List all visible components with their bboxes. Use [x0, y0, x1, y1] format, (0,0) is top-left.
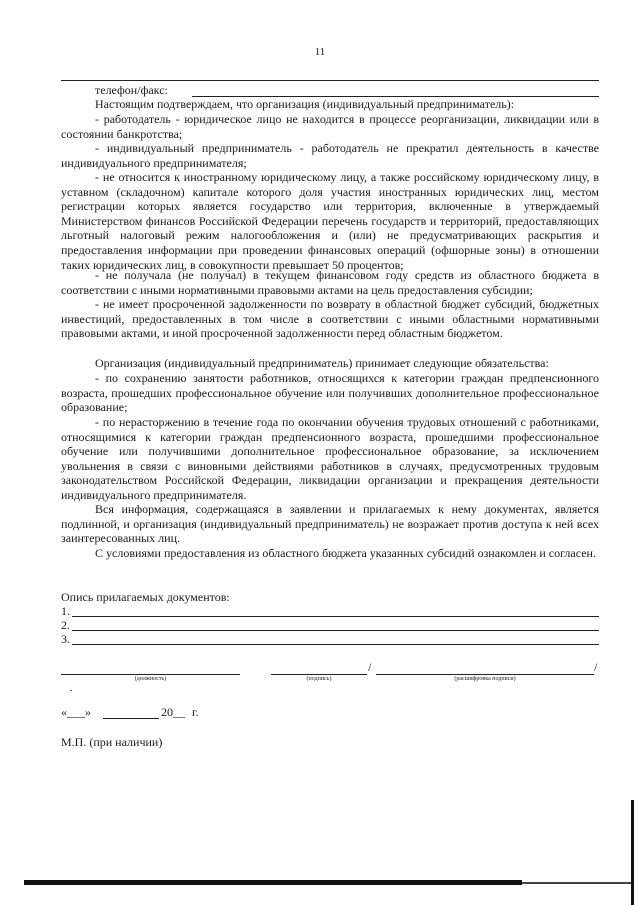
attachment-number-3: 3.	[61, 632, 70, 646]
date-year	[161, 705, 199, 719]
signature-caption: (подпись)	[306, 676, 332, 682]
scan-edge-right	[631, 800, 634, 905]
attachments-title: Опись прилагаемых документов:	[61, 590, 230, 604]
scan-speck	[70, 690, 72, 691]
date-year-suffix: г.	[192, 705, 199, 719]
attachment-line-1[interactable]	[72, 616, 599, 617]
top-rule	[61, 80, 599, 81]
phone-label: телефон/факс:	[95, 83, 168, 97]
date-close-quote: »	[85, 705, 91, 719]
signature-slash-left: /	[368, 660, 372, 674]
paragraph-authenticity: Вся информация, содержащаяся в заявлении и прилагаемых к нему документах, является подлинной, и организация (индивидуальный предприниматель) не возражает против доступа к ней всех заинтересованных лиц.	[61, 502, 599, 546]
signature-slash-right: /	[594, 660, 598, 674]
attachment-line-3[interactable]	[72, 644, 599, 645]
date-year-field[interactable]: __	[173, 705, 185, 719]
signature-decode-line[interactable]	[376, 674, 594, 675]
scan-edge-bottom	[24, 880, 522, 885]
signature-line[interactable]	[271, 674, 367, 675]
paragraph-no-termination: - по нерасторжению в течение года по окончании обучения трудовых отношений с работниками, относящимися к категории граждан предпенсионного возраста, прошедшими профессиональное обучение или получившими дополнительное профессиональное образование, за исключением увольнения в связи с виновными действиями работников в случаях, предусмотренных трудовым законодательством Российской Федерации, ликвидации организации и прекращения деятельности индивидуального предпринимателя.	[61, 415, 599, 502]
paragraph-obligations: Организация (индивидуальный предприниматель) принимает следующие обязательства:	[95, 356, 549, 370]
scan-edge-bottom-right	[522, 882, 631, 884]
page-number: 11	[314, 46, 326, 58]
paragraph-foreign-entity: - не относится к иностранному юридическому лицу, а также российскому юридическому лицу, в уставном (складочном) капитале которого доля участия иностранных юридических лиц, местом регистрации которых является государство или территория, включенные в утверждаемый Министерством финансов Российской Федерации перечень государств и территорий, предоставляющих льготный налоговый режим налогообложения и (или) не предусматривающих раскрытия и предоставления информации при проведении финансовых операций (офшорные зоны) в отношении таких юридических лиц, в совокупности превышает 50 процентов;	[61, 170, 599, 272]
paragraph-no-budget-funds: - не получала (не получал) в текущем финансовом году средств из областного бюджета в соответствии с иными нормативными правовыми актами на цель предоставления субсидии;	[61, 268, 599, 297]
position-line[interactable]	[61, 674, 240, 675]
paragraph-agreement: С условиями предоставления из областного бюджета указанных субсидий ознакомлен и согласен.	[95, 546, 596, 560]
paragraph-intro: Настоящим подтверждаем, что организация (индивидуальный предприниматель):	[95, 97, 515, 111]
paragraph-employer-individual: - индивидуальный предприниматель - работодатель не прекратил деятельность в качестве индивидуального предпринимателя;	[61, 141, 599, 170]
attachment-number-1: 1.	[61, 604, 70, 618]
date-month-field[interactable]	[103, 718, 159, 719]
signature-decode-caption: (расшифровка подписи)	[454, 676, 516, 682]
paragraph-employer-legal: - работодатель - юридическое лицо не находится в процессе реорганизации, ликвидации или в состоянии банкротства;	[61, 112, 599, 141]
date-year-prefix: 20	[161, 705, 173, 719]
date-open-quote: «	[61, 705, 67, 719]
paragraph-employment: - по сохранению занятости работников, относящихся к категории граждан предпенсионного возраста, прошедших профессиональное обучение или получивших дополнительное профессиональное образование;	[61, 371, 599, 415]
date-day-field[interactable]: ___	[67, 705, 85, 719]
position-caption: (должность)	[134, 676, 167, 682]
attachment-line-2[interactable]	[72, 630, 599, 631]
date-line	[61, 705, 91, 719]
paragraph-no-debt: - не имеет просроченной задолженности по возврату в областной бюджет субсидий, бюджетных инвестиций, предоставленных в том числе в соответствии с иными областными нормативными правовыми актами, и иной просроченной задолженности перед областным бюджетом.	[61, 297, 599, 341]
attachment-number-2: 2.	[61, 618, 70, 632]
stamp-label: М.П. (при наличии)	[61, 735, 163, 749]
